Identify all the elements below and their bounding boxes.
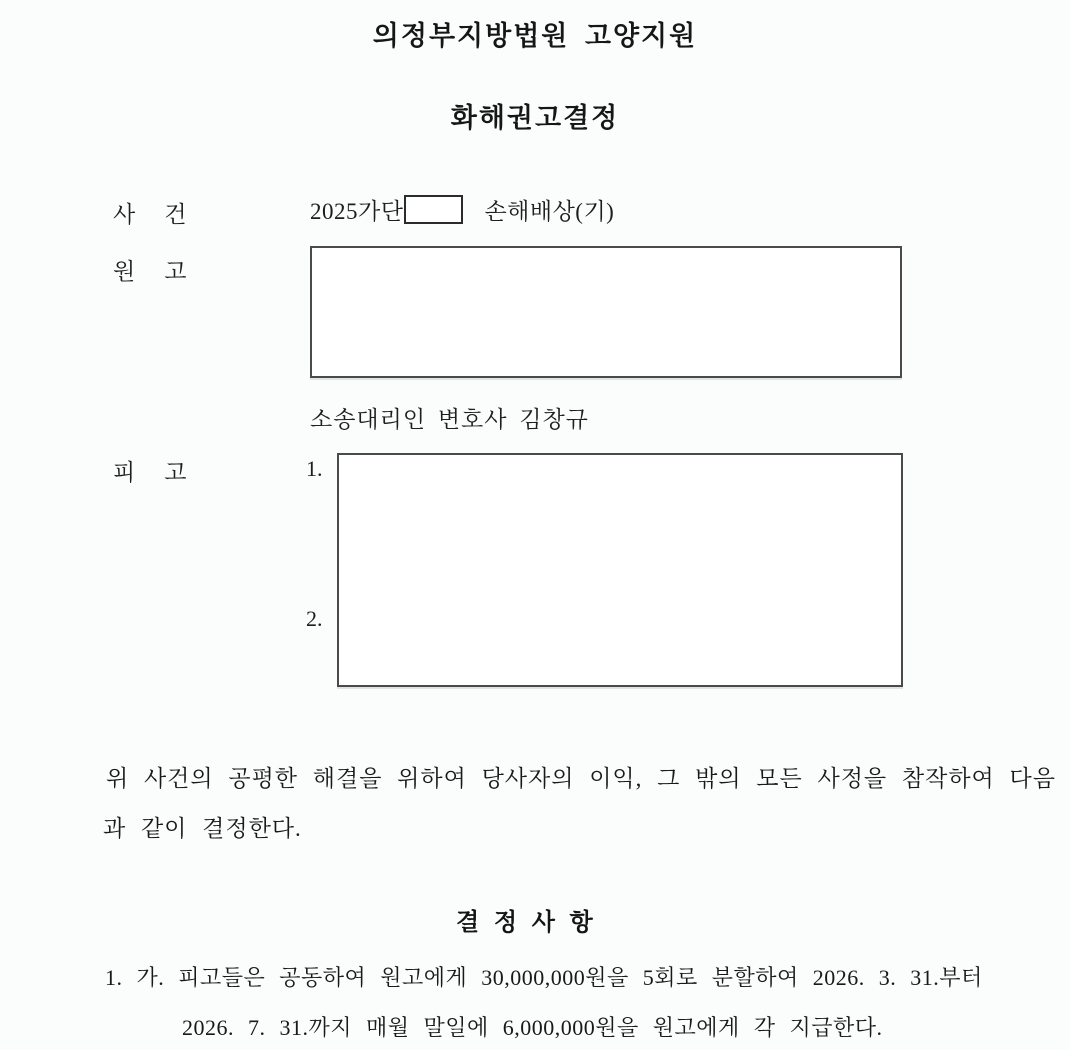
defendant-item-2-number: 2. bbox=[306, 606, 323, 631]
court-name-title: 의정부지방법원 고양지원 bbox=[372, 21, 698, 51]
case-value bbox=[310, 193, 614, 226]
case-number-prefix: 2025가단 bbox=[310, 199, 404, 224]
defendant-label bbox=[113, 454, 187, 487]
preamble-line-1: 위 사건의 공평한 해결을 위하여 당사자의 이익, 그 밖의 모든 사정을 참작하여 다음 bbox=[106, 766, 1056, 791]
case-label bbox=[113, 196, 187, 229]
preamble-line-2: 과 같이 결정한다. bbox=[103, 816, 302, 841]
plaintiff-label-char-2: 고 bbox=[164, 259, 187, 284]
decision-section-heading: 결 정 사 항 bbox=[456, 909, 596, 936]
case-number-redaction-box bbox=[404, 195, 463, 224]
defendant-label-char-2: 고 bbox=[164, 460, 187, 485]
plaintiff-redaction-box bbox=[310, 246, 902, 378]
case-type: 손해배상(기) bbox=[484, 199, 615, 224]
decision-item-1-line-1: 1. 가. 피고들은 공동하여 원고에게 30,000,000원을 5회로 분할하여 2026. 3. 31.부터 bbox=[105, 965, 983, 990]
plaintiff-counsel-line: 소송대리인 변호사 김창규 bbox=[310, 407, 589, 432]
case-label-char-2: 건 bbox=[164, 202, 187, 227]
defendant-label-char-1: 피 bbox=[113, 460, 136, 485]
defendant-redaction-box bbox=[337, 453, 903, 687]
plaintiff-label bbox=[113, 253, 187, 286]
case-label-char-1: 사 bbox=[113, 202, 136, 227]
decision-item-1-line-2: 2026. 7. 31.까지 매월 말일에 6,000,000원을 원고에게 각 지급한다. bbox=[182, 1015, 883, 1040]
document-type-title: 화해권고결정 bbox=[450, 103, 620, 133]
defendant-item-1-number: 1. bbox=[306, 456, 323, 481]
plaintiff-label-char-1: 원 bbox=[113, 259, 136, 284]
